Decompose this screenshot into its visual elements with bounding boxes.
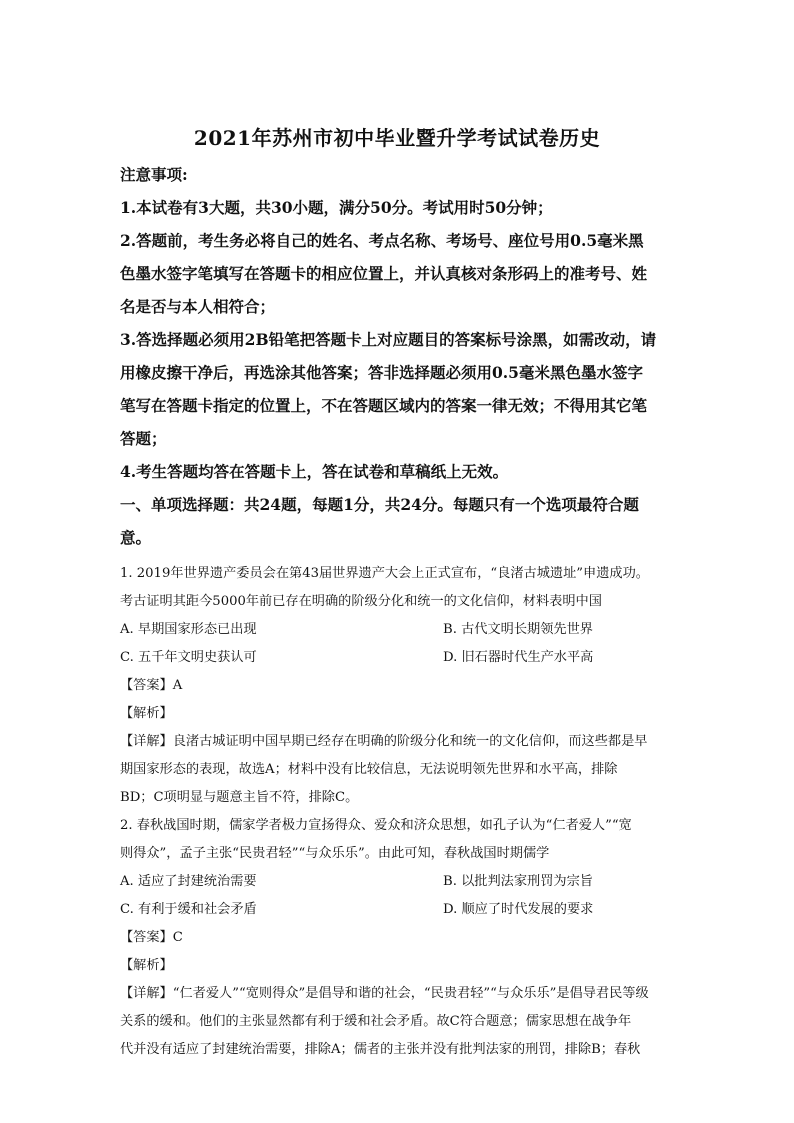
q2-option-a: A. 适应了封建统治需要 [120, 874, 257, 889]
section-heading: 意。 [120, 528, 152, 547]
q2-detail: 关系的缓和。他们的主张显然都有利于缓和社会矛盾。故C符合题意；儒家思想在战争年 [120, 1014, 632, 1029]
q2-option-b: B. 以批判法家刑罚为宗旨 [443, 874, 593, 889]
notice-line: 笔写在答题卡指定的位置上，不在答题区域内的答案一律无效；不得用其它笔 [120, 396, 648, 415]
q1-option-a: A. 早期国家形态已出现 [120, 622, 257, 637]
section-heading: 一、单项选择题：共24题，每题1分，共24分。每题只有一个选项最符合题 [120, 495, 639, 514]
notice-heading: 注意事项: [120, 165, 188, 184]
q1-analysis: 【解析】 [120, 706, 173, 721]
notice-line: 4.考生答题均答在答题卡上，答在试卷和草稿纸上无效。 [120, 462, 509, 481]
notice-line: 1.本试卷有3大题，共30小题，满分50分。考试用时50分钟； [120, 198, 553, 217]
notice-line: 用橡皮擦干净后，再选涂其他答案；答非选择题必须用0.5毫米黑色墨水签字 [120, 363, 643, 382]
q1-stem: 1. 2019年世界遗产委员会在第43届世界遗产大会上正式宣布，“良渚古城遗址”申遗成功。 [120, 566, 649, 581]
q1-option-c: C. 五千年文明史获认可 [120, 650, 257, 665]
q1-detail: 期国家形态的表现，故选A；材料中没有比较信息，无法说明领先世界和水平高，排除 [120, 762, 618, 777]
notice-line: 色墨水签字笔填写在答题卡的相应位置上，并认真核对条形码上的准考号、姓 [120, 264, 648, 283]
q1-stem: 考古证明其距今5000年前已存在明确的阶级分化和统一的文化信仰，材料表明中国 [120, 594, 602, 609]
q2-stem: 2. 春秋战国时期，儒家学者极力宣扬得众、爱众和济众思想，如孔子认为“仁者爱人”“宽 [120, 818, 632, 833]
q2-answer: 【答案】C [120, 930, 183, 945]
q1-answer: 【答案】A [120, 678, 183, 693]
q1-detail: BD；C项明显与题意主旨不符，排除C。 [120, 790, 359, 805]
notice-line: 名是否与本人相符合； [120, 297, 276, 316]
q1-detail: 【详解】良渚古城证明中国早期已经存在明确的阶级分化和统一的文化信仰，而这些都是早 [120, 734, 648, 749]
notice-line: 答题； [120, 429, 167, 448]
q2-option-c: C. 有利于缓和社会矛盾 [120, 902, 257, 917]
q2-analysis: 【解析】 [120, 958, 173, 973]
q2-detail: 【详解】“仁者爱人”“宽则得众”是倡导和谐的社会，“民贵君轻”“与众乐乐”是倡导君民等级 [120, 986, 649, 1001]
q1-option-d: D. 旧石器时代生产水平高 [443, 650, 594, 665]
page-title: 2021年苏州市初中毕业暨升学考试试卷历史 [193, 126, 601, 150]
notice-line: 3.答选择题必须用2B铅笔把答题卡上对应题目的答案标号涂黑，如需改动，请 [120, 330, 657, 349]
q2-detail: 代并没有适应了封建统治需要，排除A；儒者的主张并没有批判法家的刑罚，排除B；春秋 [120, 1042, 641, 1057]
notice-line: 2.答题前，考生务必将自己的姓名、考点名称、考场号、座位号用0.5毫米黑 [120, 231, 644, 250]
q1-option-b: B. 古代文明长期领先世界 [443, 622, 593, 637]
q2-option-d: D. 顺应了时代发展的要求 [443, 902, 594, 917]
q2-stem: 则得众”，孟子主张“民贵君轻”“与众乐乐”。由此可知，春秋战国时期儒学 [120, 846, 550, 861]
